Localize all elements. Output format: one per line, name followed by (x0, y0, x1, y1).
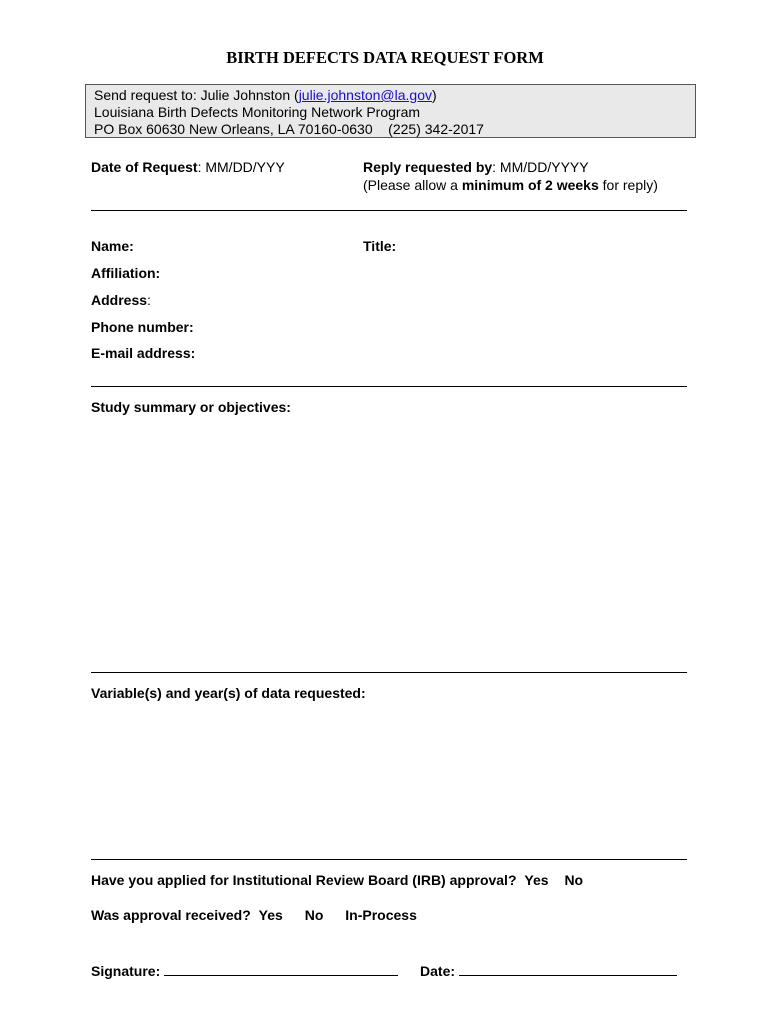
contact-email-link[interactable]: julie.johnston@la.gov (298, 87, 432, 103)
date-of-request[interactable] (91, 159, 285, 176)
divider-2 (91, 386, 687, 387)
irb-applied-yes-option[interactable]: Yes (524, 872, 549, 888)
signature-row (91, 961, 677, 980)
date-of-request-label: Date of Request (91, 159, 198, 175)
signature-date-label: Date: (420, 963, 456, 979)
address-field[interactable] (91, 292, 151, 309)
irb-applied-no-option[interactable]: No (564, 872, 584, 888)
reply-note-bold: minimum of 2 weeks (461, 177, 599, 193)
approval-received-text: Was approval received? (91, 907, 251, 923)
approval-received-question (91, 907, 417, 924)
address-field-colon: : (147, 292, 151, 308)
reply-note-suffix: for reply) (598, 177, 658, 193)
divider-4 (91, 859, 687, 860)
name-field-label[interactable]: Name: (91, 238, 134, 254)
address-field-label: Address (91, 292, 148, 308)
contact-address: PO Box 60630 New Orleans, LA 70160-0630 (225) 342-2017 (94, 121, 484, 137)
affiliation-field-label[interactable]: Affiliation: (91, 265, 161, 281)
variables-requested-label[interactable]: Variable(s) and year(s) of data requested: (91, 685, 366, 701)
contact-prefix: Send request to: Julie Johnston ( (94, 87, 299, 103)
irb-applied-text: Have you applied for Institutional Review Board (IRB) approval? (91, 872, 517, 888)
reply-requested-value: : MM/DD/YYYY (492, 159, 589, 175)
divider-3 (91, 672, 687, 673)
signature-line[interactable] (164, 961, 398, 976)
email-field-label[interactable]: E-mail address: (91, 345, 196, 361)
contact-program: Louisiana Birth Defects Monitoring Network Program (94, 104, 421, 120)
reply-requested-by[interactable] (363, 159, 589, 176)
contact-box (85, 84, 696, 138)
date-of-request-value: : MM/DD/YYY (197, 159, 285, 175)
reply-note-prefix: (Please allow a (363, 177, 462, 193)
form-title: BIRTH DEFECTS DATA REQUEST FORM (226, 48, 544, 67)
reply-note (363, 177, 658, 194)
signature-date-line[interactable] (459, 961, 677, 976)
contact-suffix: ) (431, 87, 437, 103)
approval-inprocess-option[interactable]: In-Process (345, 907, 417, 923)
irb-applied-question (91, 872, 583, 889)
approval-no-option[interactable]: No (304, 907, 324, 923)
title-field-label[interactable]: Title: (363, 238, 397, 254)
approval-yes-option[interactable]: Yes (258, 907, 283, 923)
phone-field-label[interactable]: Phone number: (91, 319, 194, 335)
contact-line-1 (94, 87, 695, 104)
signature-label: Signature: (91, 963, 161, 979)
reply-requested-label: Reply requested by (363, 159, 493, 175)
study-summary-label[interactable]: Study summary or objectives: (91, 399, 291, 415)
divider-1 (91, 210, 687, 211)
